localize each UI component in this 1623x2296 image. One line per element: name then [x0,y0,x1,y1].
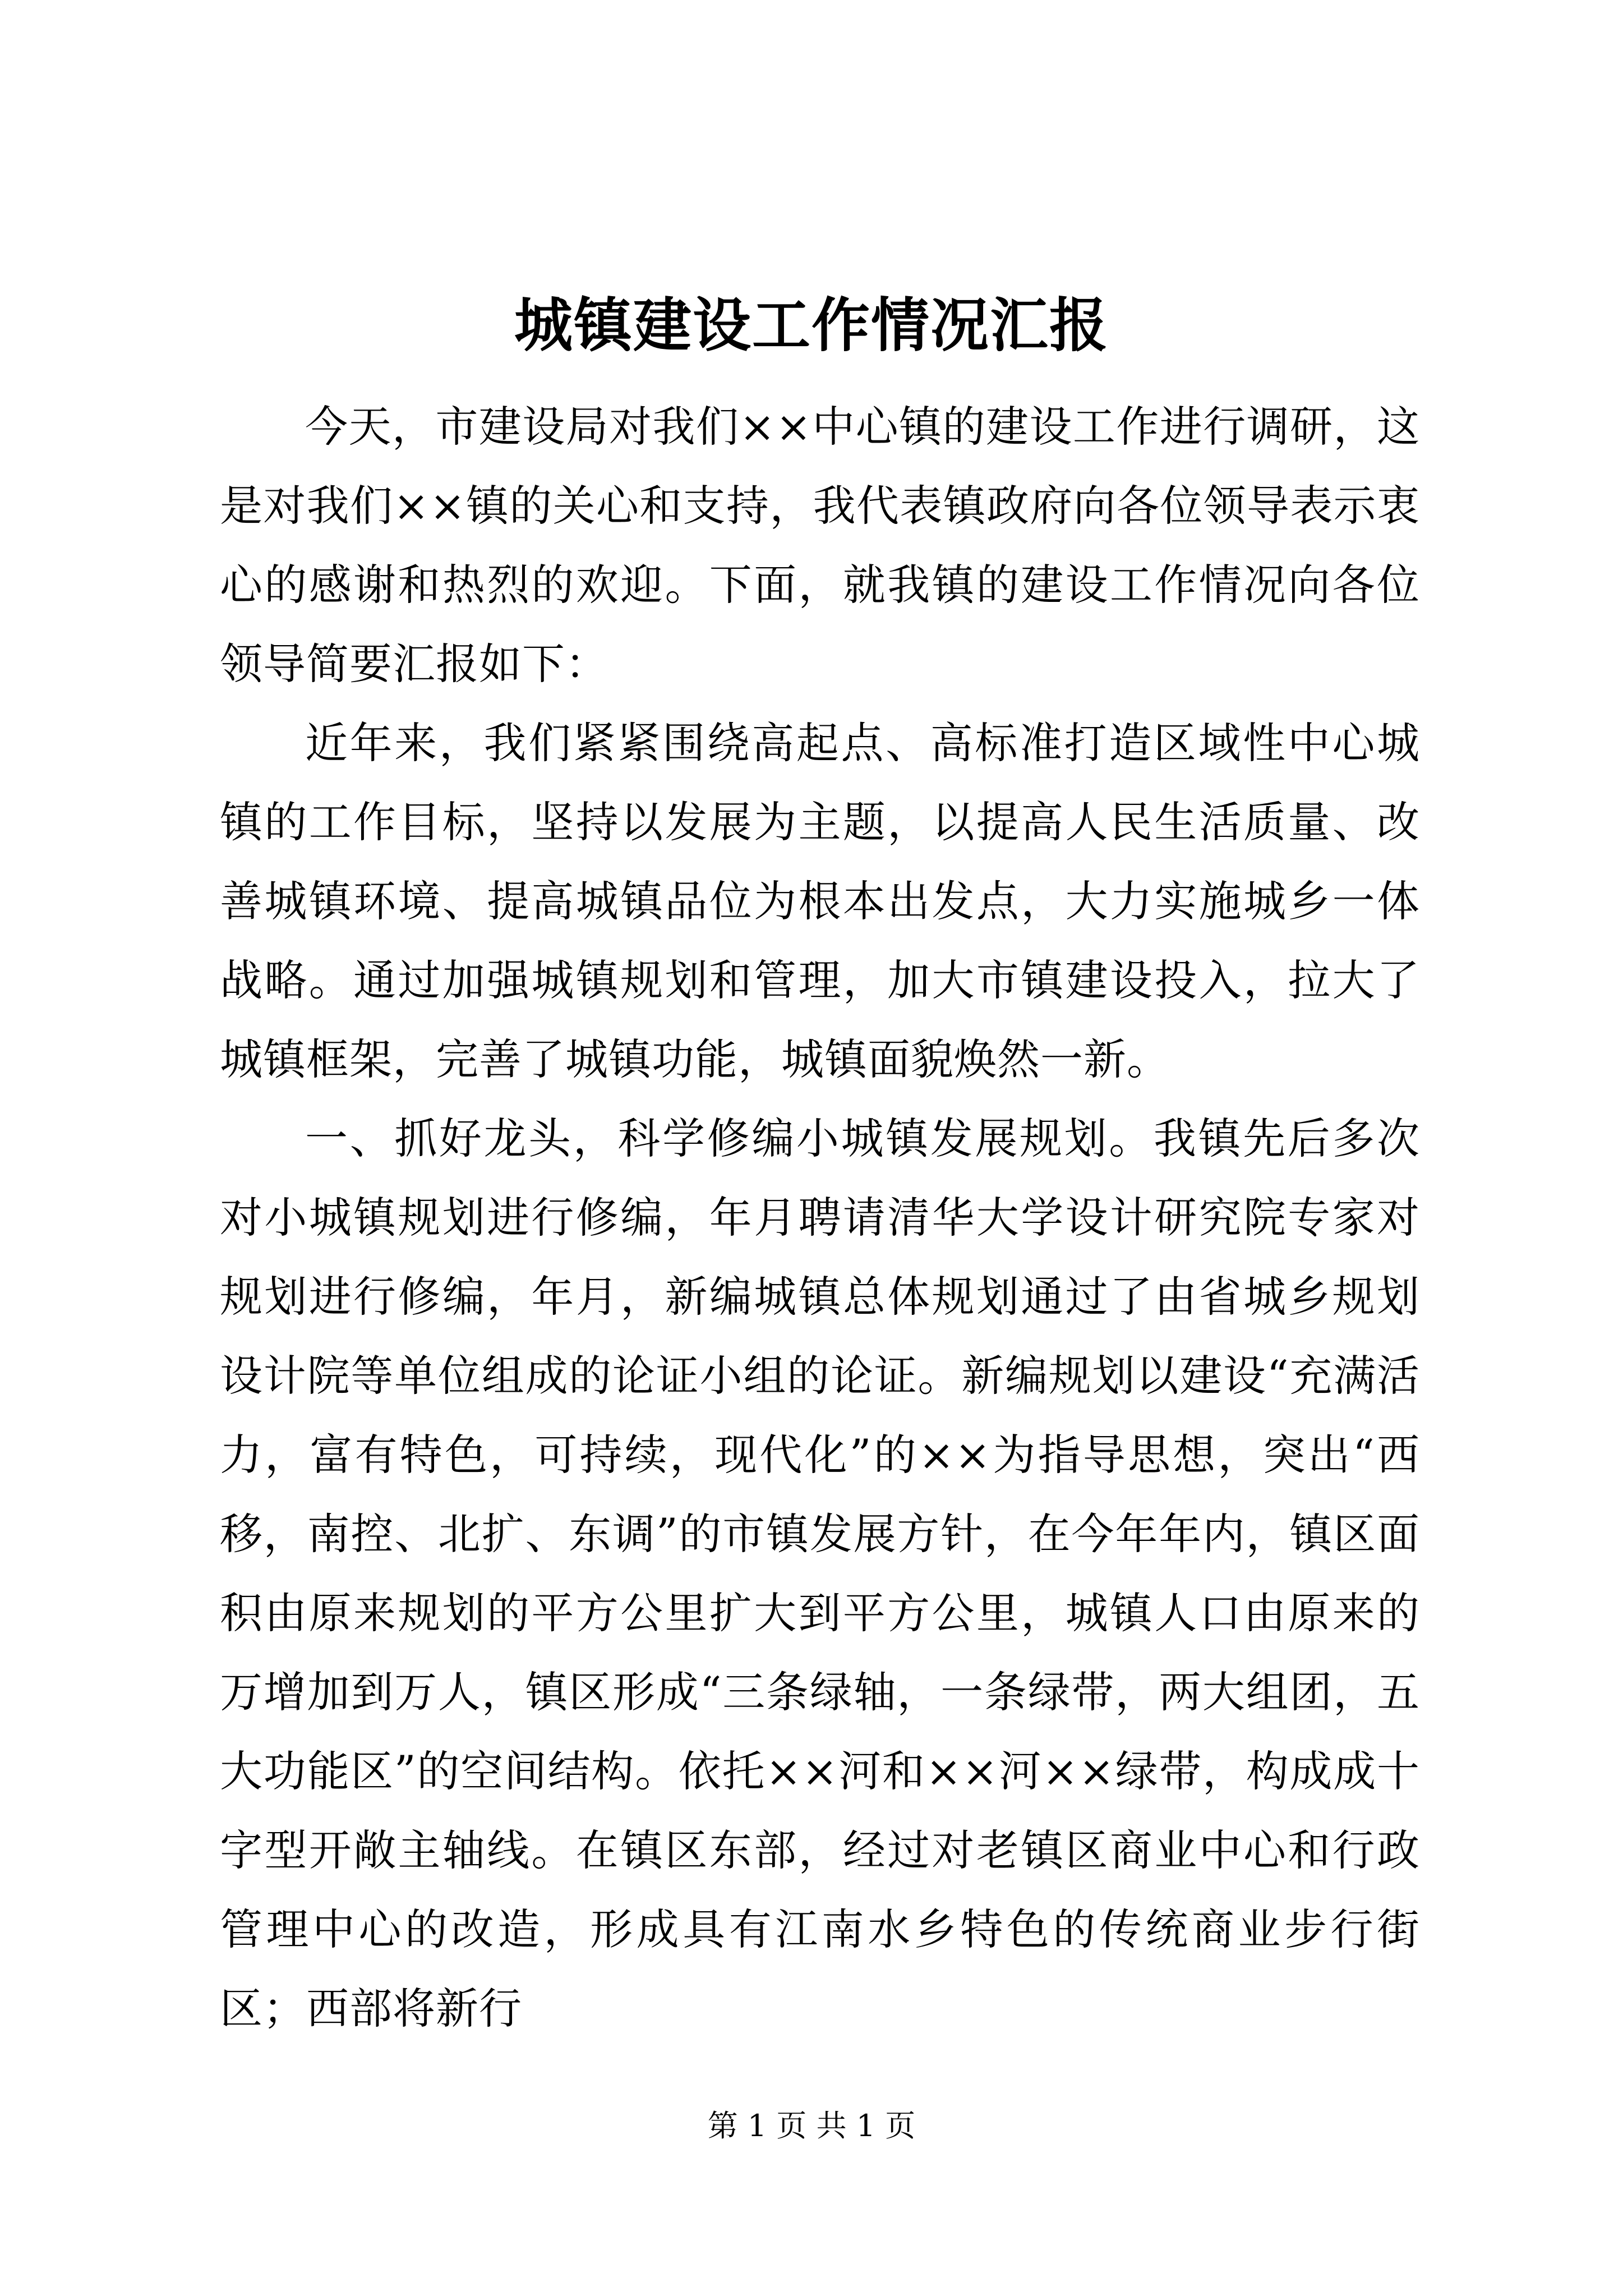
paragraph-intro: 今天，市建设局对我们××中心镇的建设工作进行调研，这是对我们××镇的关心和支持，我代表镇政府向各位领导表示衷心的感谢和热烈的欢迎。下面，就我镇的建设工作情况向各位领导简要汇报如下： [220,402,1420,689]
page-footer: 第 1 页 共 1 页 [707,2108,916,2143]
document-title: 城镇建设工作情况汇报 [514,291,1109,360]
document-body [220,387,1420,2048]
paragraph-section-one: 一、抓好龙头，科学修编小城镇发展规划。我镇先后多次对小城镇规划进行修编，年月聘请清华大学设计研究院专家对规划进行修编，年月，新编城镇总体规划通过了由省城乡规划设计院等单位组成的论证小组的论证。新编规划以建设“充满活力，富有特色，可持续，现代化”的××为指导思想，突出“西移，南控、北扩、东调”的市镇发展方针，在今年年内，镇区面积由原来规划的平方公里扩大到平方公里，城镇人口由原来的万增加到万人，镇区形成“三条绿轴，一条绿带，两大组团，五大功能区”的空间结构。依托××河和××河××绿带，构成成十字型开敞主轴线。在镇区东部，经过对老镇区商业中心和行政管理中心的改造，形成具有江南水乡特色的传统商业步行街区；西部将新行 [220,1114,1420,2033]
paragraph-overview: 近年来，我们紧紧围绕高起点、高标准打造区域性中心城镇的工作目标，坚持以发展为主题，以提高人民生活质量、改善城镇环境、提高城镇品位为根本出发点，大力实施城乡一体战略。通过加强城镇规划和管理，加大市镇建设投入，拉大了城镇框架，完善了城镇功能，城镇面貌焕然一新。 [220,718,1420,1084]
